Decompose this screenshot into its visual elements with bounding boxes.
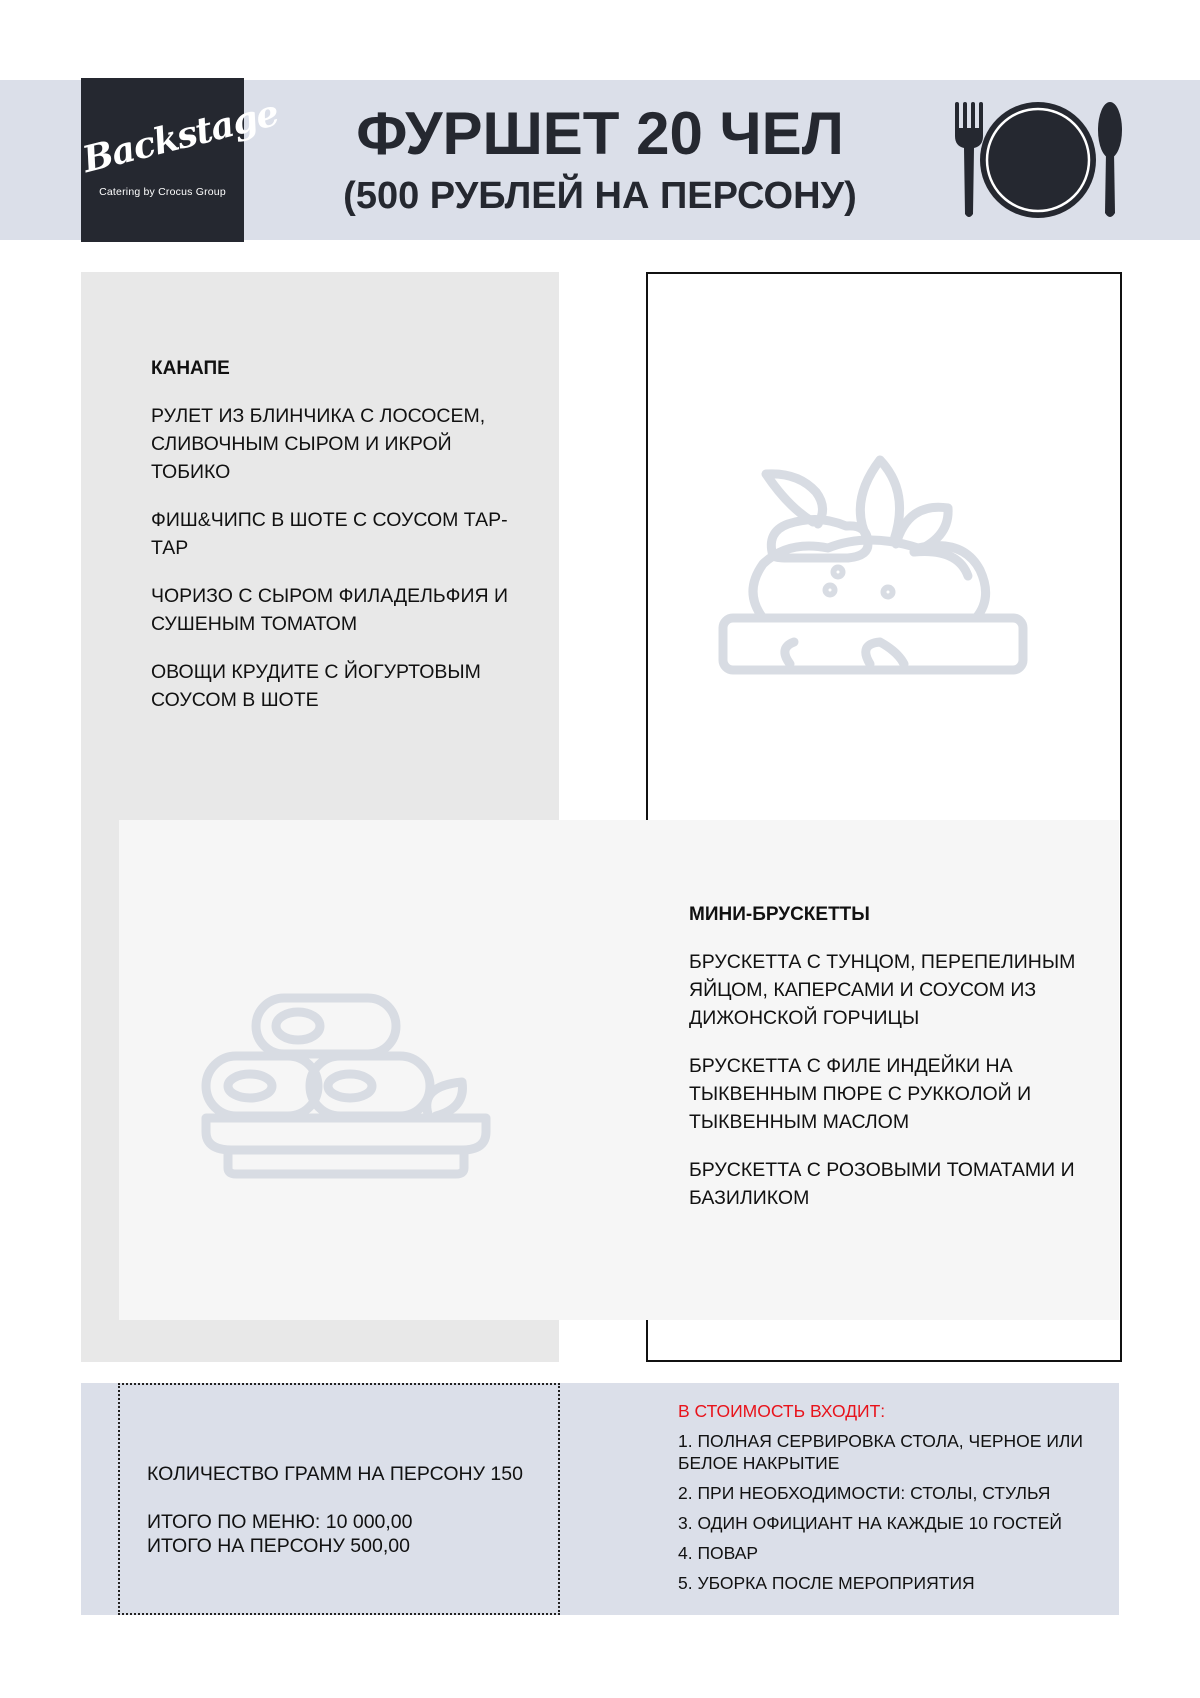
fork-plate-spoon-icon [952, 100, 1124, 220]
logo [78, 78, 283, 242]
bruschetta-item: БРУСКЕТТА С РОЗОВЫМИ ТОМАТАМИ И БАЗИЛИКОМ [689, 1159, 1075, 1209]
included-item: 2. ПРИ НЕОБХОДИМОСТИ: СТОЛЫ, СТУЛЬЯ [678, 1483, 1051, 1503]
bruschetta-item: БРУСКЕТТА С ФИЛЕ ИНДЕЙКИ НА ТЫКВЕННЫМ ПЮРЕ С РУККОЛОЙ И ТЫКВЕННЫМ МАСЛОМ [689, 1055, 1032, 1133]
total-menu: ИТОГО ПО МЕНЮ: 10 000,00 [147, 1511, 413, 1533]
bruschetta-icon [718, 452, 1028, 678]
included-item: 1. ПОЛНАЯ СЕРВИРОВКА СТОЛА, ЧЕРНОЕ ИЛИ БЕЛОЕ НАКРЫТИЕ [678, 1431, 1083, 1473]
included-item: 5. УБОРКА ПОСЛЕ МЕРОПРИЯТИЯ [678, 1573, 975, 1593]
included-item: 3. ОДИН ОФИЦИАНТ НА КАЖДЫЕ 10 ГОСТЕЙ [678, 1513, 1063, 1533]
included-title: В СТОИМОСТЬ ВХОДИТ: [678, 1401, 886, 1421]
included-item: 4. ПОВАР [678, 1543, 759, 1563]
logo-subtitle: Catering by Crocus Group [99, 186, 226, 198]
bruschetta-section [689, 902, 1089, 1232]
page-title: ФУРШЕТ 20 ЧЕЛ [356, 100, 844, 167]
summary-text [147, 1462, 557, 1558]
page-subtitle: (500 РУБЛЕЙ НА ПЕРСОНУ) [343, 175, 857, 217]
canape-item: ОВОЩИ КРУДИТЕ С ЙОГУРТОВЫМ СОУСОМ В ШОТЕ [151, 661, 481, 711]
canape-title: КАНАПЕ [151, 358, 230, 379]
logo-script: Backstage [78, 91, 283, 182]
bruschetta-item: БРУСКЕТТА С ТУНЦОМ, ПЕРЕПЕЛИНЫМ ЯЙЦОМ, КАПЕРСАМИ И СОУСОМ ИЗ ДИЖОНСКОЙ ГОРЧИЦЫ [689, 951, 1076, 1029]
grams-per-person: КОЛИЧЕСТВО ГРАММ НА ПЕРСОНУ 150 [147, 1463, 523, 1485]
total-per-person: ИТОГО НА ПЕРСОНУ 500,00 [147, 1535, 410, 1557]
rolls-icon [200, 990, 495, 1180]
canape-item: РУЛЕТ ИЗ БЛИНЧИКА С ЛОСОСЕМ, СЛИВОЧНЫМ СЫРОМ И ИКРОЙ ТОБИКО [151, 405, 486, 483]
canape-item: ФИШ&ЧИПС В ШОТЕ С СОУСОМ ТАР-ТАР [151, 509, 508, 559]
canape-section [151, 356, 531, 734]
included-list [678, 1430, 1098, 1602]
canape-item: ЧОРИЗО С СЫРОМ ФИЛАДЕЛЬФИЯ И СУШЕНЫМ ТОМАТОМ [151, 585, 509, 635]
bruschetta-title: МИНИ-БРУСКЕТТЫ [689, 904, 870, 925]
